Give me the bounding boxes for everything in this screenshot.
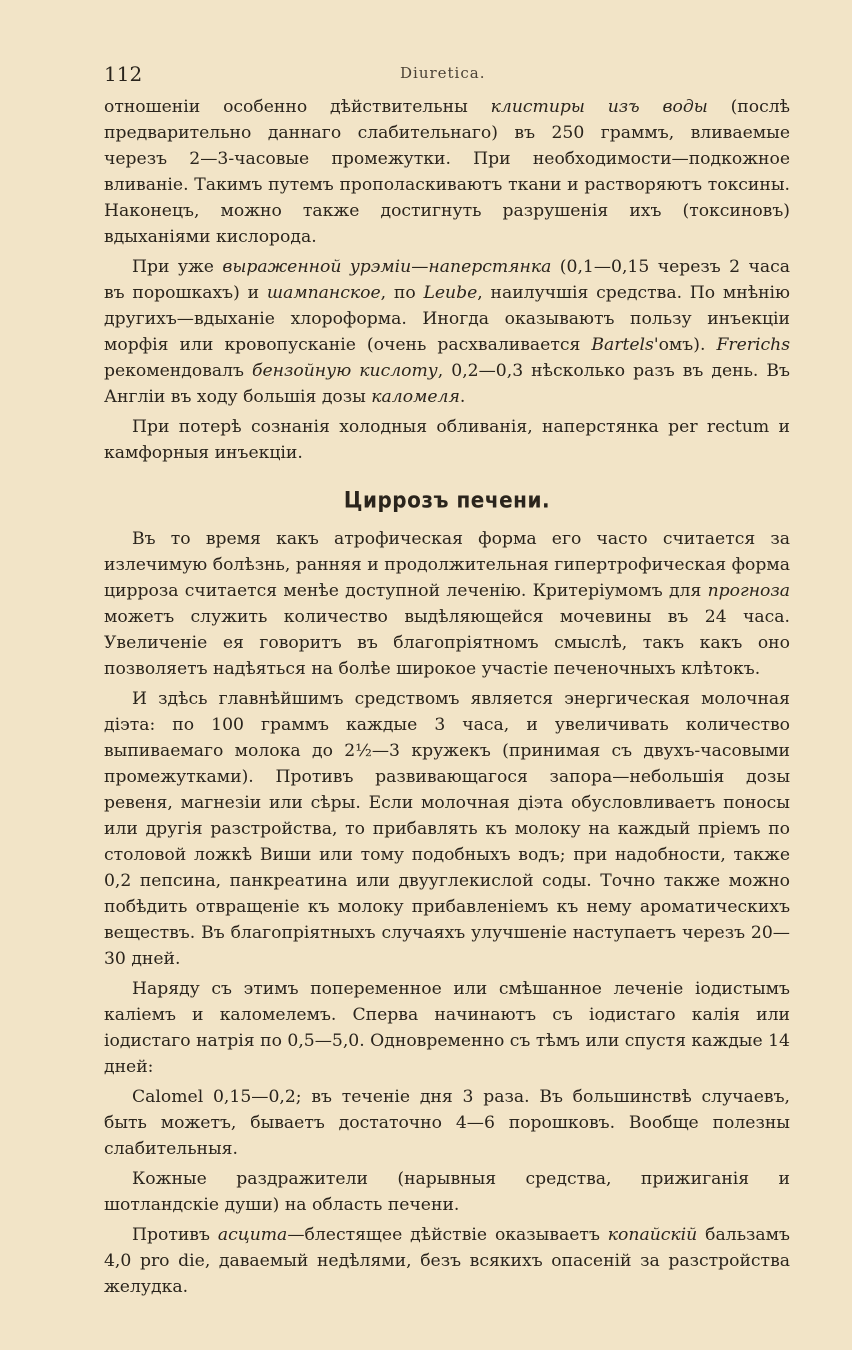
section-heading (104, 487, 790, 513)
text-segment: Кожные раздражители (нарывныя средства, прижиганія и шотландскіе души) на область печени. (104, 1169, 790, 1215)
text-segment: 'омъ). (653, 335, 717, 355)
text-segment: При потерѣ сознанія холодныя обливанія, наперстянка per rectum и камфорныя инъекціи. (104, 417, 790, 463)
text-segment: Наряду съ этимъ попеременное или смѣшанное леченіе іодистымъ каліемъ и каломелемъ. Сперва начинаютъ съ іодистаго калія или іодистаго натрія по 0,5—5,0. Одновременно съ тѣмъ или спустя каждые 14 дней: (104, 979, 790, 1077)
section-heading-text: Циррозъ печени. (343, 486, 551, 514)
italic-segment: копайскій (607, 1225, 698, 1245)
paragraph (104, 1222, 790, 1300)
text-segment: , 0,2—0,3 нѣсколько разъ въ день. Въ Англіи въ ходу большія дозы (104, 361, 790, 407)
text-segment: рекомендовалъ (104, 361, 253, 381)
paragraph (104, 1084, 790, 1162)
text-segment: , по (380, 283, 424, 303)
italic-segment: Frerichs (716, 335, 791, 355)
text-segment: Calomel 0,15—0,2; въ теченіе дня 3 раза. Въ большинствѣ случаевъ, быть можетъ, бываетъ достаточно 4—6 порошковъ. Вообще полезны слабительныя. (104, 1087, 790, 1159)
paragraph (104, 686, 790, 972)
text-segment: Противъ (132, 1225, 218, 1245)
italic-segment: Leube (423, 283, 478, 303)
paragraph (104, 976, 790, 1080)
body-text (104, 94, 790, 1300)
italic-segment: каломеля (371, 387, 460, 407)
italic-segment: клистиры изъ воды (490, 97, 708, 117)
paragraph (104, 94, 790, 250)
running-head (104, 58, 790, 94)
text-segment: отношеніи особенно дѣйствительны (104, 97, 491, 117)
italic-segment: асцита (217, 1225, 288, 1245)
italic-segment: Bartels (591, 335, 654, 355)
paragraph (104, 414, 790, 466)
paragraph (104, 526, 790, 682)
text-segment: И здѣсь главнѣйшимъ средствомъ является энергическая молочная діэта: по 100 граммъ каждые 3 часа, и увеличивать количество выпиваемаго молока до 2½—3 кружекъ (принимая съ двухъ-часовыми промежутками). Противъ развивающагося запора—небольшія дозы ревеня, магнезіи или сѣры. Если молочная діэта обусловливаетъ поносы или другія разстройства, то прибавлять къ молоку на каждый пріемъ по столовой ложкѣ Виши или тому подобныхъ водъ; при надобности, также 0,2 пепсина, панкреатина или двууглекислой соды. Точно также можно побѣдить отвращеніе къ молоку прибавленіемъ къ нему ароматическихъ веществъ. Въ благопріятныхъ случаяхъ улучшеніе наступаетъ черезъ 20—30 дней. (104, 689, 790, 969)
text-segment: можетъ служить количество выдѣляющейся мочевины въ 24 часа. Увеличеніе ея говоритъ въ благопріятномъ смыслѣ, такъ какъ оно позволяетъ надѣяться на болѣе широкое участіе печеночныхъ клѣтокъ. (104, 607, 790, 679)
italic-segment: выраженной урэміи—наперстянка (222, 257, 552, 277)
paragraph (104, 254, 790, 410)
text-segment: При уже (132, 257, 223, 277)
italic-segment: прогноза (707, 581, 790, 601)
text-segment: , наилучшія средства. По мнѣнію другихъ—вдыханіе хлороформа. Иногда оказываютъ пользу инъекціи морфія или кровопусканіе (очень расхваливается (104, 283, 790, 355)
text-segment: (0,1—0,15 черезъ 2 часа въ порошкахъ) и (104, 257, 790, 303)
running-title: Diuretica. (400, 64, 486, 82)
italic-segment: шампанское (266, 283, 381, 303)
page-number: 112 (104, 62, 143, 86)
text-segment: бальзамъ 4,0 pro die, даваемый недѣлями, безъ всякихъ опасеній за разстройства желудка. (104, 1225, 790, 1297)
text-segment: —блестящее дѣйствіе оказываетъ (287, 1225, 608, 1245)
text-segment: . (459, 387, 466, 407)
text-segment: (послѣ предварительно даннаго слабительнаго) въ 250 граммъ, вливаемые черезъ 2—3-часовые промежутки. При необходимости—подкожное вливаніе. Такимъ путемъ прополаскиваютъ ткани и растворяютъ токсины. Наконецъ, можно также достигнуть разрушенія ихъ (токсиновъ) вдыханіями кислорода. (104, 97, 790, 247)
paragraph (104, 1166, 790, 1218)
text-segment: Въ то время какъ атрофическая форма его часто считается за излечимую болѣзнь, ранняя и продолжительная гипертрофическая форма цирроза считается менѣе доступной леченію. Критеріумомъ для (104, 529, 790, 601)
italic-segment: бензойную кислоту (252, 361, 438, 381)
